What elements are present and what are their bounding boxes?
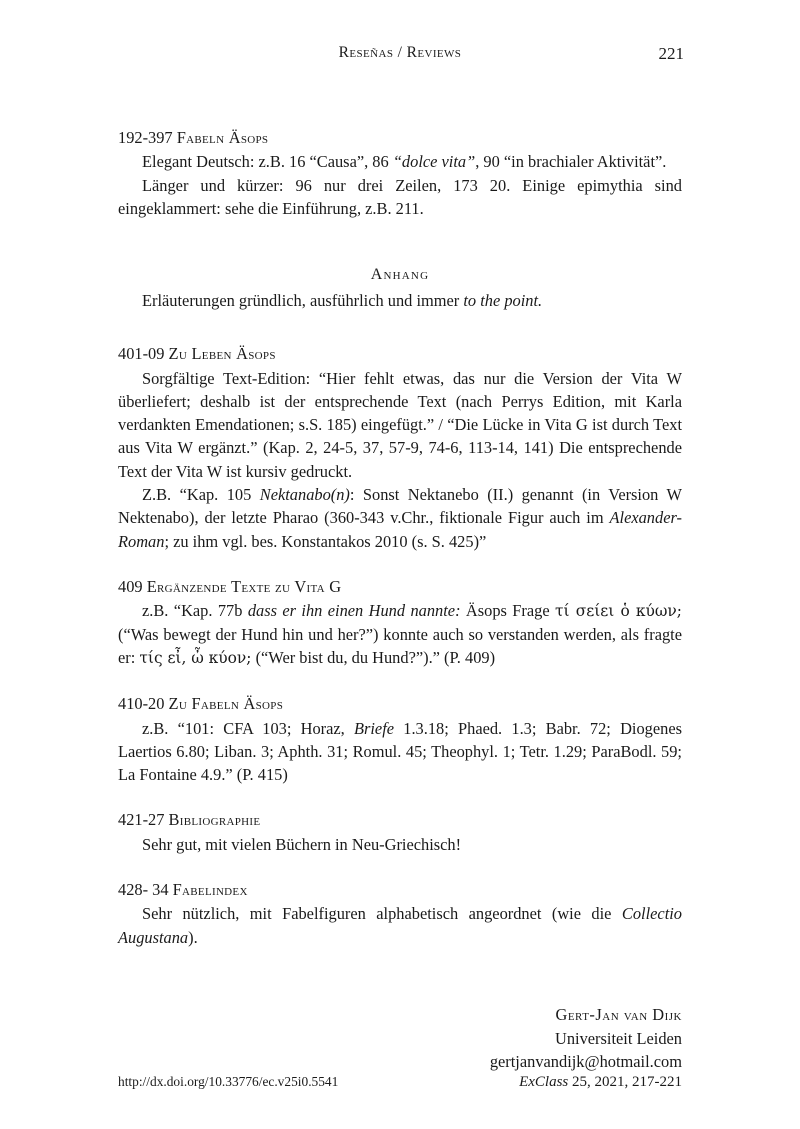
- section-428-34: [118, 878, 682, 949]
- section-title: Fabelindex: [172, 880, 248, 899]
- author-affiliation: Universiteit Leiden: [555, 1028, 682, 1048]
- section-410-20: [118, 692, 682, 786]
- author-signature: [118, 1003, 682, 1074]
- running-head-title: Reseñas / Reviews: [338, 44, 462, 61]
- section-heading: [118, 126, 682, 149]
- section-title: Zu Leben Äsops: [168, 344, 276, 364]
- section-title: Fabeln Äsops: [176, 128, 269, 147]
- section-421-27: [118, 808, 682, 856]
- paragraph: Sehr gut, mit vielen Büchern in Neu-Griechisch!: [142, 834, 462, 854]
- anhang-section: [118, 264, 682, 312]
- article-body: [118, 126, 682, 949]
- section-401-09: [118, 342, 682, 553]
- section-range: 410-20: [118, 694, 169, 714]
- section-heading: [118, 878, 682, 901]
- section-title: Ergänzende Texte zu Vita G: [146, 576, 342, 596]
- running-head: [118, 44, 682, 74]
- section-heading: [118, 342, 682, 365]
- section-409: [118, 575, 682, 670]
- paragraph: z.B. “101: CFA 103; Horaz, Briefe 1.3.18; Phaed. 1.3; Babr. 72; Diogenes Laertios 6.80; Liban. 3; Aphth. 31; Romul. 45; Theophyl. 1; Tetr. 1.29; ParaBodl. 59; La Fontaine 4.9.” (P. 415): [118, 718, 682, 785]
- paragraph: Länger und kürzer: 96 nur drei Zeilen, 173 20. Einige epimythia sind eingeklammert: sehe die Einführung, z.B. 211.: [118, 175, 682, 218]
- author-name: Gert-Jan van Dijk: [555, 1004, 682, 1024]
- journal-citation: [519, 1074, 682, 1091]
- section-range: 421-27: [118, 810, 169, 830]
- section-title: Zu Fabeln Äsops: [168, 694, 284, 714]
- doi-link[interactable]: http://dx.doi.org/10.33776/ec.v25i0.5541: [118, 1074, 339, 1089]
- section-range: 192-397: [118, 128, 177, 147]
- paragraph: z.B. “Kap. 77b dass er ihn einen Hund nannte: Äsops Frage τί σείει ὁ κύων; (“Was bewegt der Hund hin und her?”) konnte auch so verstanden werden, als fragte er: τίς εἶ, ὦ κύον; (“Wer bist du, du Hund?”).” (P. 409): [118, 601, 682, 668]
- paragraph: Elegant Deutsch: z.B. 16 “Causa”, 86 “dolce vita”, 90 “in brachialer Aktivität”.: [142, 152, 667, 172]
- journal-name: ExClass: [519, 1074, 569, 1090]
- anhang-heading: Anhang: [370, 266, 430, 284]
- author-email: gertjanvandijk@hotmail.com: [489, 1052, 682, 1072]
- section-heading: [118, 575, 682, 598]
- section-range: 428- 34: [118, 880, 173, 899]
- paragraph: Erläuterungen gründlich, ausführlich und immer to the point.: [142, 290, 543, 310]
- page-footer: [118, 1074, 682, 1091]
- citation-details: 25, 2021, 217-221: [568, 1074, 682, 1090]
- section-192-397: [118, 126, 682, 220]
- section-range: 409: [118, 576, 147, 596]
- paragraph: Sehr nützlich, mit Fabelfiguren alphabetisch angeordnet (wie die Collectio Augustana).: [118, 904, 682, 947]
- section-range: 401-09: [118, 344, 169, 364]
- section-heading: [118, 692, 682, 715]
- section-heading: [118, 808, 682, 831]
- section-title: Bibliographie: [168, 810, 261, 830]
- paragraph: Sorgfältige Text-Edition: “Hier fehlt etwas, das nur die Version der Vita W überliefert; deshalb ist der entsprechende Text (nach Perrys Edition, mit Karla verdankten Emendationen; s.S. 185) eingefügt.” / “Die Lücke in Vita G ist durch Text aus Vita W ergänzt.” (Kap. 2, 24-5, 37, 57-9, 74-6, 113-14, 141) Die entsprechende Text der Vita W ist kursiv gedruckt.: [118, 368, 682, 481]
- page-number: 221: [658, 44, 684, 63]
- paragraph: Z.B. “Kap. 105 Nektanabo(n): Sonst Nektanebo (II.) genannt (in Version W Nektenabo), der letzte Pharao (360-343 v.Chr., fiktionale Figur auch im Alexander-Roman; zu ihm vgl. bes. Konstantakos 2010 (s. S. 425)”: [118, 484, 683, 551]
